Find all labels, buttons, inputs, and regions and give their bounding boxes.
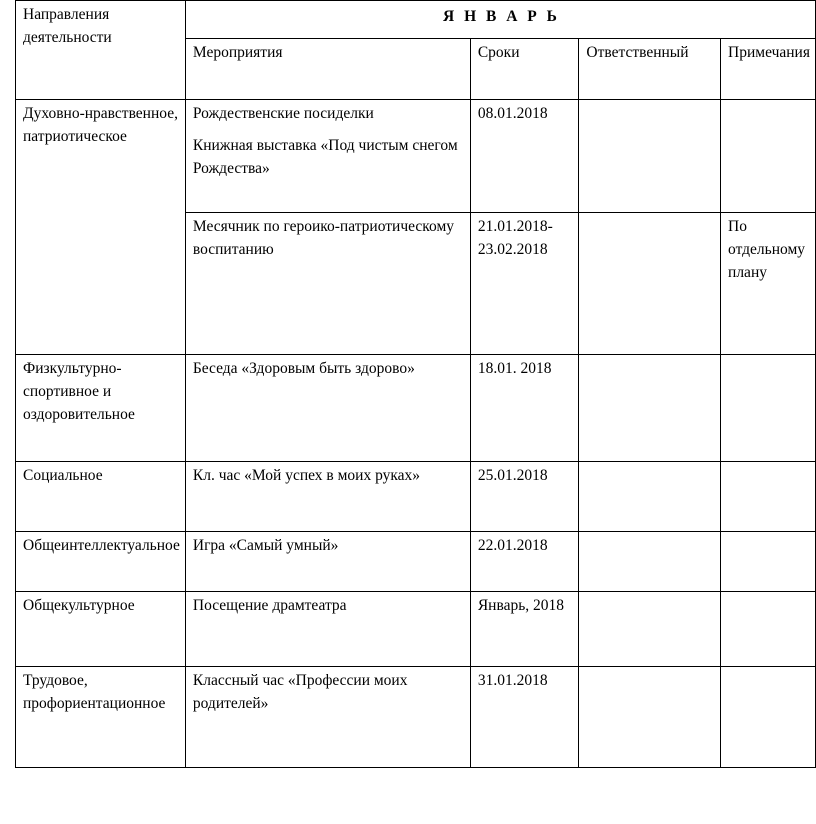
responsible-cell — [579, 532, 721, 592]
events-cell — [185, 667, 470, 768]
activity-plan-table — [15, 0, 816, 768]
direction-cell: Социальное — [16, 462, 186, 532]
event-item: Игра «Самый умный» — [192, 537, 339, 554]
event-item: Книжная выставка «Под чистым снегом Рождества» — [192, 137, 458, 177]
event-item: Кл. час «Мой успех в моих руках» — [192, 467, 421, 484]
events-cell — [185, 213, 470, 355]
table-row — [16, 462, 816, 532]
responsible-cell — [579, 592, 721, 667]
table-row — [16, 532, 816, 592]
note-cell — [721, 355, 816, 462]
note-cell — [721, 667, 816, 768]
date-cell: 31.01.2018 — [470, 667, 579, 768]
table-row — [16, 355, 816, 462]
events-cell — [185, 100, 470, 213]
event-item: Рождественские посиделки — [192, 105, 374, 122]
responsible-cell — [579, 462, 721, 532]
header-responsible: Ответственный — [579, 39, 721, 100]
event-item: Классный час «Профессии моих родителей» — [192, 672, 408, 712]
header-events: Мероприятия — [185, 39, 470, 100]
direction-cell: Общеинтеллектуальное — [16, 532, 186, 592]
header-dates: Сроки — [470, 39, 579, 100]
note-cell — [721, 532, 816, 592]
responsible-cell — [579, 355, 721, 462]
responsible-cell — [579, 100, 721, 213]
table-row — [16, 100, 816, 213]
direction-cell: Физкультурно-спортивное и оздоровительное — [16, 355, 186, 462]
events-cell — [185, 462, 470, 532]
events-cell — [185, 532, 470, 592]
header-notes: Примечания — [721, 39, 816, 100]
note-cell — [721, 592, 816, 667]
event-item: Месячник по героико-патриотическому воспитанию — [192, 218, 455, 258]
date-cell: 21.01.2018-23.02.2018 — [470, 213, 579, 355]
event-item: Посещение драмтеатра — [192, 597, 347, 614]
events-cell — [185, 355, 470, 462]
direction-cell: Общекультурное — [16, 592, 186, 667]
responsible-cell — [579, 667, 721, 768]
header-row-top — [16, 1, 816, 39]
date-cell: 18.01. 2018 — [470, 355, 579, 462]
direction-cell: Трудовое, профориентационное — [16, 667, 186, 768]
event-item: Беседа «Здоровым быть здорово» — [192, 360, 415, 377]
date-cell: 25.01.2018 — [470, 462, 579, 532]
table-row — [16, 592, 816, 667]
note-cell: По отдельному плану — [721, 213, 816, 355]
direction-cell: Духовно-нравственное, патриотическое — [16, 100, 186, 355]
table-row — [16, 667, 816, 768]
header-month: Я Н В А Р Ь — [185, 1, 815, 39]
note-cell — [721, 462, 816, 532]
responsible-cell — [579, 213, 721, 355]
header-directions: Направления деятельности — [16, 1, 186, 100]
date-cell: Январь, 2018 — [470, 592, 579, 667]
date-cell: 22.01.2018 — [470, 532, 579, 592]
date-cell: 08.01.2018 — [470, 100, 579, 213]
note-cell — [721, 100, 816, 213]
events-cell — [185, 592, 470, 667]
